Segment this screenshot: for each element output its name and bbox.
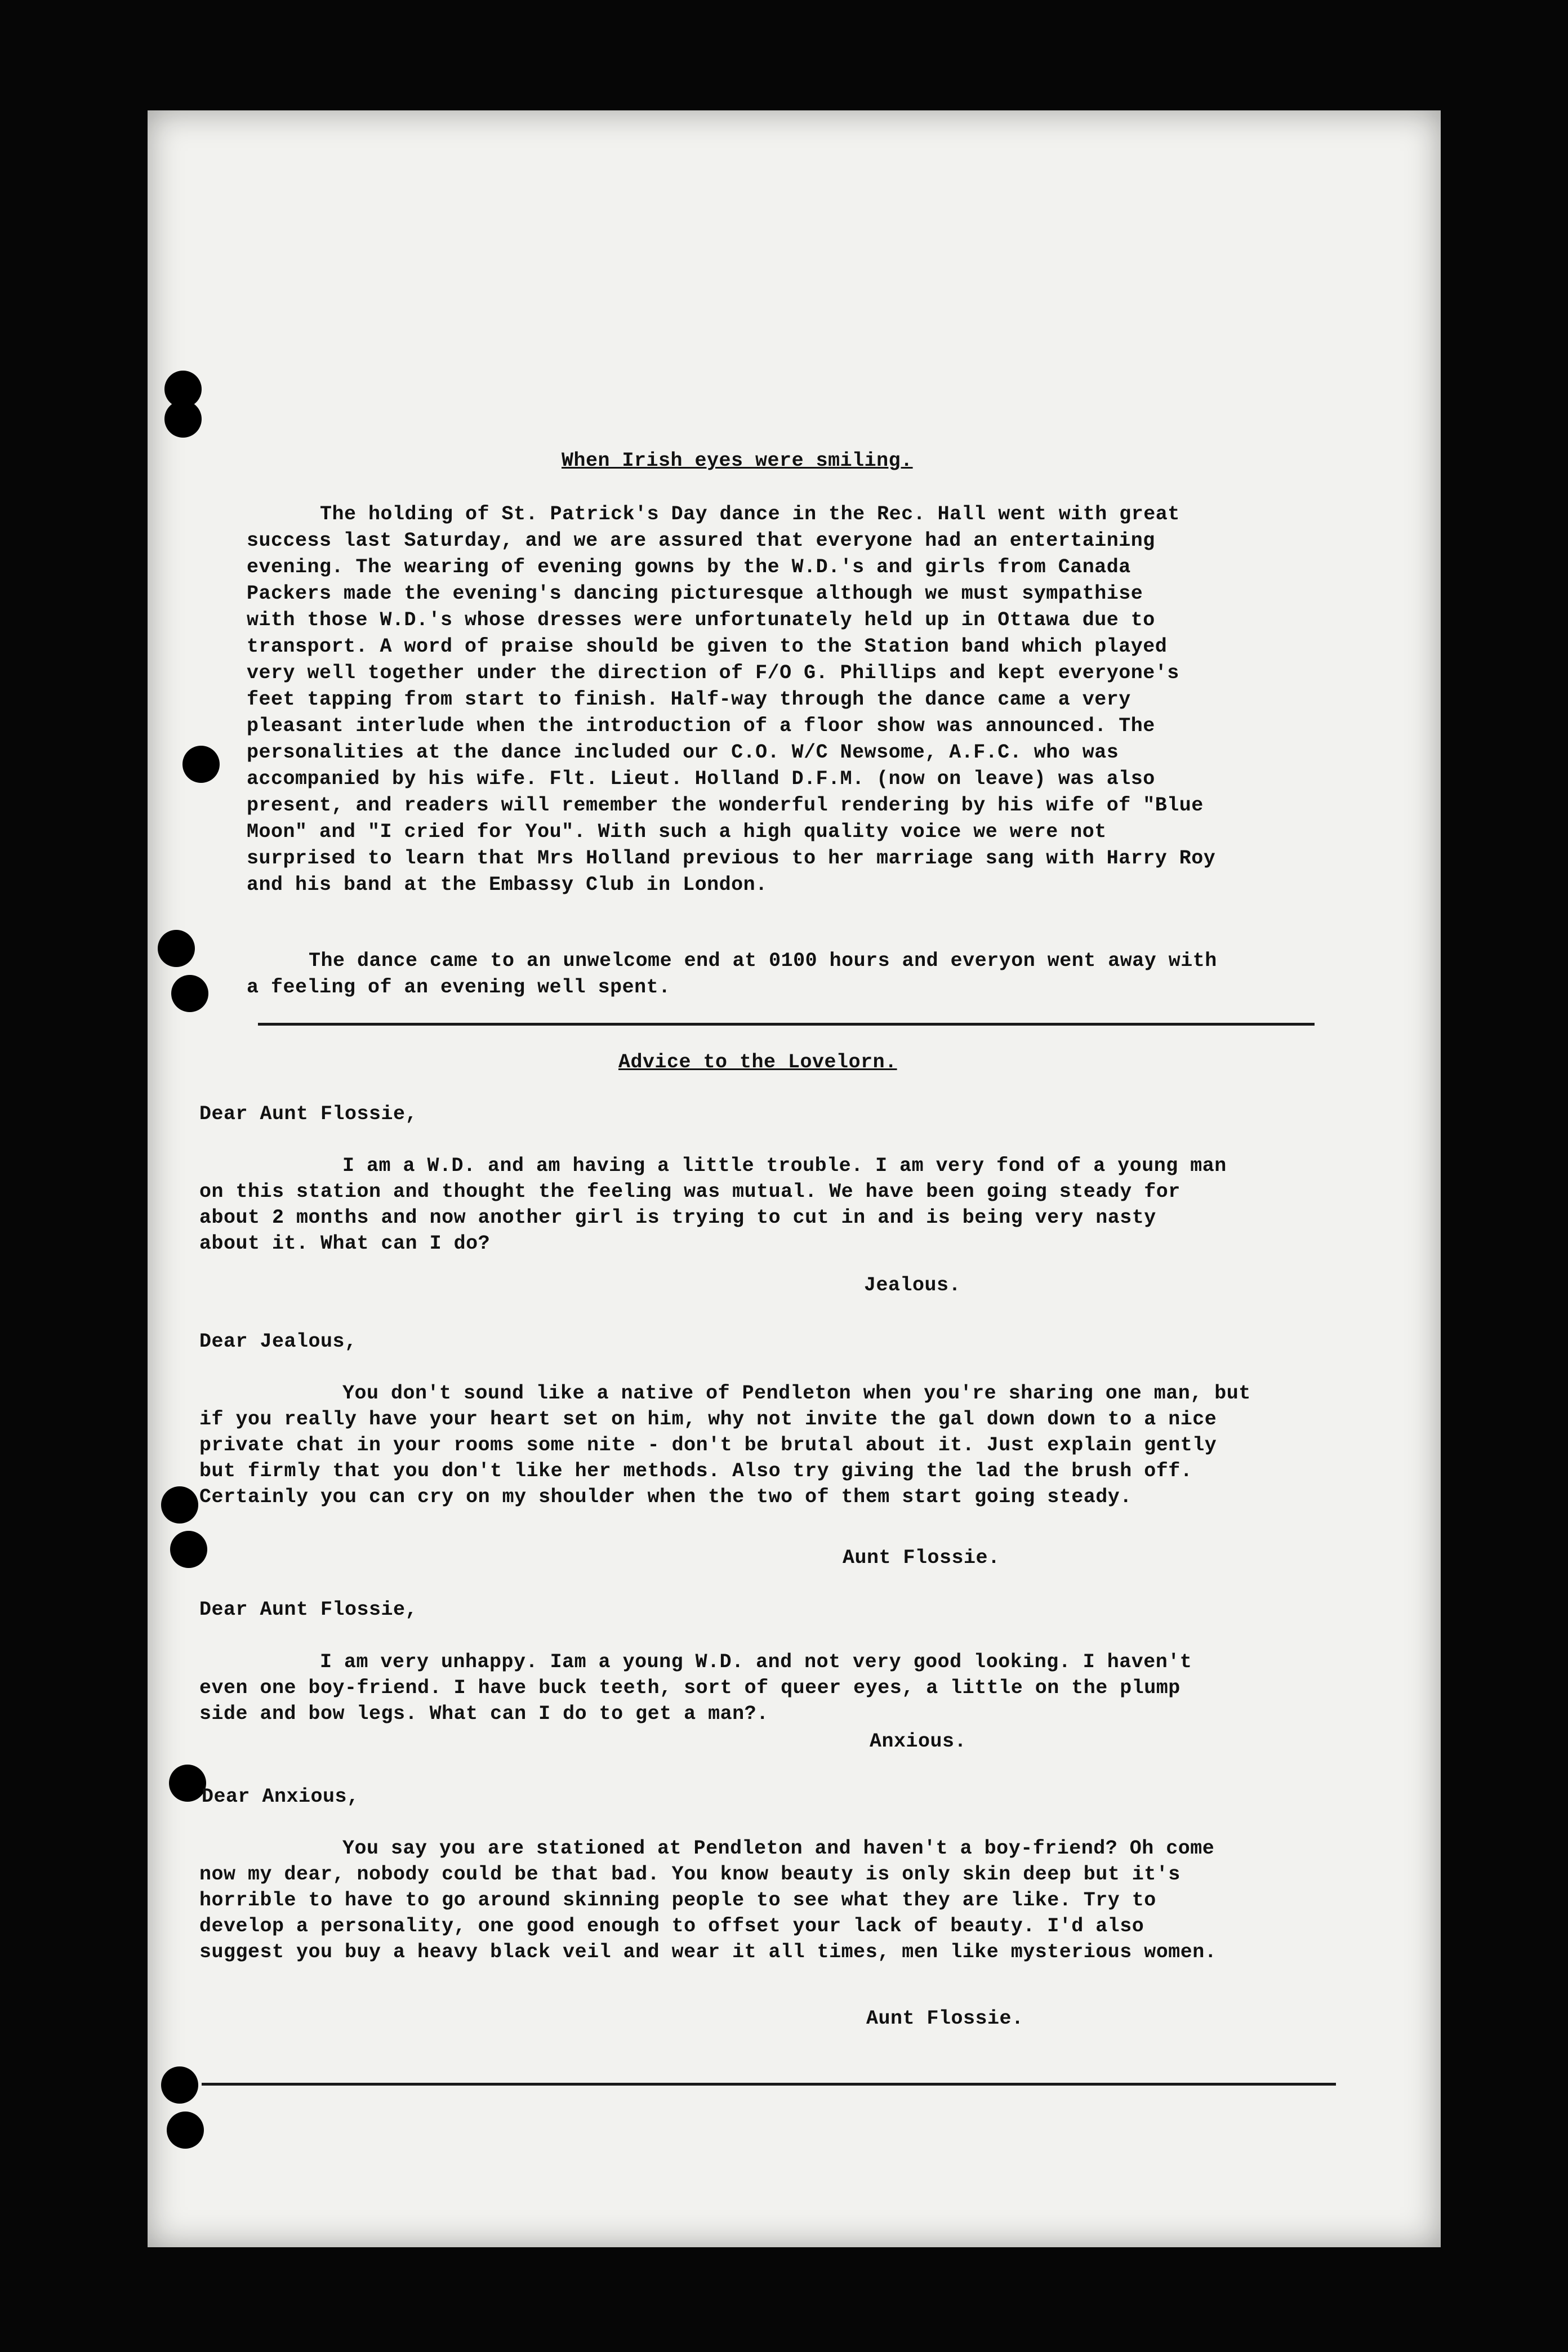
punch-hole [171,975,208,1012]
letter-salutation: Dear Aunt Flossie, [199,1598,418,1621]
punch-hole [182,746,220,783]
document-page [148,110,1441,2247]
letter-line: on this station and thought the feeling was mutual. We have been going steady for [199,1181,1181,1203]
letter-line: private chat in your rooms some nite - don't be brutal about it. Just explain gently [199,1434,1217,1456]
paragraph-line: pleasant interlude when the introduction of a floor show was announced. The [247,715,1155,737]
letter-line: I am very unhappy. Iam a young W.D. and not very good looking. I haven't [320,1651,1192,1673]
paragraph-line: surprised to learn that Mrs Holland previous to her marriage sang with Harry Roy [247,847,1216,870]
punch-hole [161,2066,198,2104]
punch-hole [167,2112,204,2149]
article-title: When Irish eyes were smiling. [562,449,913,472]
punch-hole [170,1531,207,1568]
letter-signature: Anxious. [870,1730,967,1753]
paragraph-line: The dance came to an unwelcome end at 0100 hours and everyon went away with [309,950,1217,972]
paragraph-line: The holding of St. Patrick's Day dance in the Rec. Hall went with great [320,503,1180,525]
article-title: Advice to the Lovelorn. [618,1051,897,1073]
letter-salutation: Dear Anxious, [202,1785,359,1808]
punch-hole [158,930,195,967]
paragraph-line: a feeling of an evening well spent. [247,976,671,999]
letter-line: I am a W.D. and am having a little trouble. I am very fond of a young man [342,1155,1227,1177]
letter-line: You say you are stationed at Pendleton and haven't a boy-friend? Oh come [342,1837,1215,1860]
letter-line: You don't sound like a native of Pendleton when you're sharing one man, but [342,1382,1251,1405]
letter-line: develop a personality, one good enough to offset your lack of beauty. I'd also [199,1915,1144,1937]
letter-line: but firmly that you don't like her methods. Also try giving the lad the brush off. [199,1460,1193,1482]
divider-rule [202,2083,1336,2086]
paragraph-line: with those W.D.'s whose dresses were unfortunately held up in Ottawa due to [247,609,1155,631]
paragraph-line: accompanied by his wife. Flt. Lieut. Holland D.F.M. (now on leave) was also [247,768,1155,790]
letter-line: suggest you buy a heavy black veil and wear it all times, men like mysterious women. [199,1941,1217,1963]
paragraph-line: Packers made the evening's dancing picturesque although we must sympathise [247,582,1143,605]
letter-line: now my dear, nobody could be that bad. You know beauty is only skin deep but it's [199,1863,1181,1886]
paragraph-line: success last Saturday, and we are assured that everyone had an entertaining [247,529,1155,552]
punch-hole [161,1486,198,1524]
letter-line: side and bow legs. What can I do to get a man?. [199,1703,769,1725]
paragraph-line: feet tapping from start to finish. Half-way through the dance came a very [247,688,1131,711]
letter-line: if you really have your heart set on him, why not invite the gal down down to a nice [199,1408,1217,1431]
paragraph-line: very well together under the direction of F/O G. Phillips and kept everyone's [247,662,1179,684]
paragraph-line: and his band at the Embassy Club in London. [247,874,768,896]
paragraph-line: Moon" and "I cried for You". With such a high quality voice we were not [247,821,1107,843]
letter-salutation: Dear Aunt Flossie, [199,1103,418,1125]
paragraph-line: personalities at the dance included our C.O. W/C Newsome, A.F.C. who was [247,741,1119,764]
letter-signature: Jealous. [864,1274,961,1297]
punch-hole [169,1765,206,1802]
letter-line: about it. What can I do? [199,1232,491,1255]
letter-line: even one boy-friend. I have buck teeth, sort of queer eyes, a little on the plump [199,1677,1181,1699]
paragraph-line: present, and readers will remember the wonderful rendering by his wife of "Blue [247,794,1204,817]
letter-signature: Aunt Flossie. [866,2007,1024,2030]
punch-hole [164,400,202,438]
letter-salutation: Dear Jealous, [199,1330,357,1353]
divider-rule [258,1023,1315,1026]
letter-signature: Aunt Flossie. [843,1547,1000,1569]
paragraph-line: transport. A word of praise should be given to the Station band which played [247,635,1168,658]
letter-line: about 2 months and now another girl is trying to cut in and is being very nasty [199,1206,1156,1229]
paragraph-line: evening. The wearing of evening gowns by the W.D.'s and girls from Canada [247,556,1131,578]
letter-line: horrible to have to go around skinning people to see what they are like. Try to [199,1889,1156,1912]
letter-line: Certainly you can cry on my shoulder when the two of them start going steady. [199,1486,1132,1508]
